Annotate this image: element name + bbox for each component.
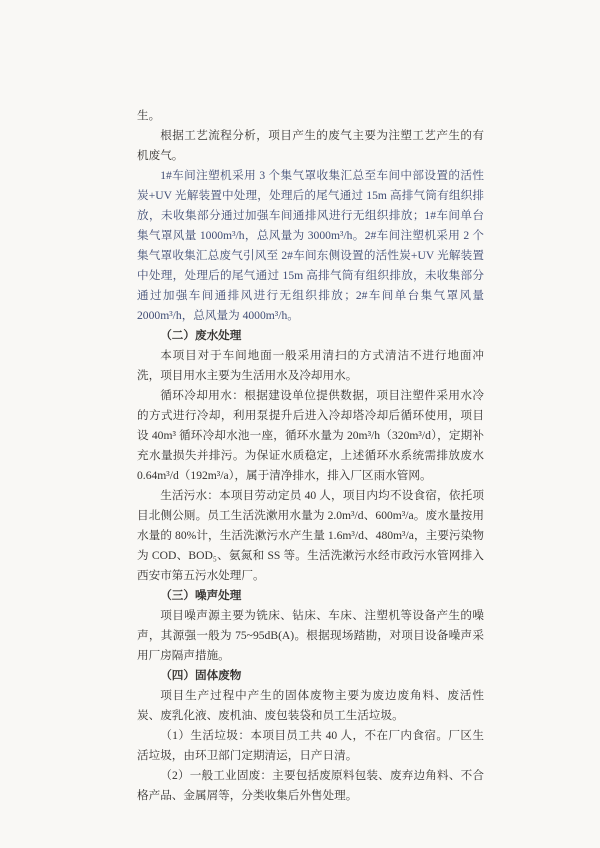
paragraph-domestic-sewage: 生活污水：本项目劳动定员 40 人，项目内均不设食宿，依托项目北侧公厕。员工生活洗漱用水量为 2.0m³/d、600m³/a。废水量按用水量的 80%计，生活洗漱污水产生量 1.6m³/d、480m³/a，主要污染物为 COD、BOD₅、氨氮和 SS 等。生活洗漱污水经市政污水管网排入西安市第五污水处理厂。 xyxy=(137,489,484,582)
page-text-block xyxy=(137,106,484,806)
paragraph-solid-waste-intro: 项目生产过程中产生的固体废物主要为废边废角料、废活性炭、废乳化液、废机油、废包装袋和员工生活垃圾。 xyxy=(137,689,484,722)
paragraph-noise: 项目噪声源主要为铣床、钻床、车床、注塑机等设备产生的噪声，其源强一般为 75~95dB(A)。根据现场踏勘，对项目设备噪声采用厂房隔声措施。 xyxy=(137,609,484,662)
paragraph-waste-gas-treatment: 1#车间注塑机采用 3 个集气罩收集汇总至车间中部设置的活性炭+UV 光解装置中处理，处理后的尾气通过 15m 高排气筒有组织排放，未收集部分通过加强车间通排风进行无组织排放；1#车间单台集气罩风量 1000m³/h，总风量为 3000m³/h。2#车间注塑机采用 2 个集气罩收集汇总废气引风至 2#车间东侧设置的活性炭+UV 光解装置中处理，处理后的尾气通过 15m 高排气筒有组织排放，未收集部分通过加强车间通排风进行无组织排放；2#车间单台集气罩风量 2000m³/h，总风量为 4000m³/h。 xyxy=(137,169,484,322)
paragraph-waste-gas-intro: 根据工艺流程分析，项目产生的废气主要为注塑工艺产生的有机废气。 xyxy=(137,129,484,162)
heading-solid-waste: （四）固体废物 xyxy=(160,669,242,682)
paragraph-industrial-waste: （2）一般工业固废：主要包括废原料包装、废弃边角料、不合格产品、金属屑等，分类收集后外售处理。 xyxy=(137,769,484,802)
paragraph-continuation: 生。 xyxy=(137,109,161,122)
paragraph-domestic-garbage: （1）生活垃圾：本项目员工共 40 人，不在厂内食宿。厂区生活垃圾，由环卫部门定期清运，日产日清。 xyxy=(137,729,484,762)
paragraph-cooling-water: 循环冷却用水：根据建设单位提供数据，项目注塑件采用水冷的方式进行冷却，利用泵提升后进入冷却塔冷却后循环使用，项目设 40m³ 循环冷却水池一座，循环水量为 20m³/h（320m³/d），定期补充水量损失并排污。为保证水质稳定，上述循环水系统需排放废水 0.64m³/d（192m³/a），属于清净排水，排入厂区雨水管网。 xyxy=(137,389,484,482)
paragraph-wastewater-intro: 本项目对于车间地面一般采用清扫的方式清洁不进行地面冲洗，项目用水主要为生活用水及冷却用水。 xyxy=(137,349,484,382)
heading-noise-treatment: （三）噪声处理 xyxy=(160,589,242,602)
heading-wastewater-treatment: （二）废水处理 xyxy=(160,329,242,342)
